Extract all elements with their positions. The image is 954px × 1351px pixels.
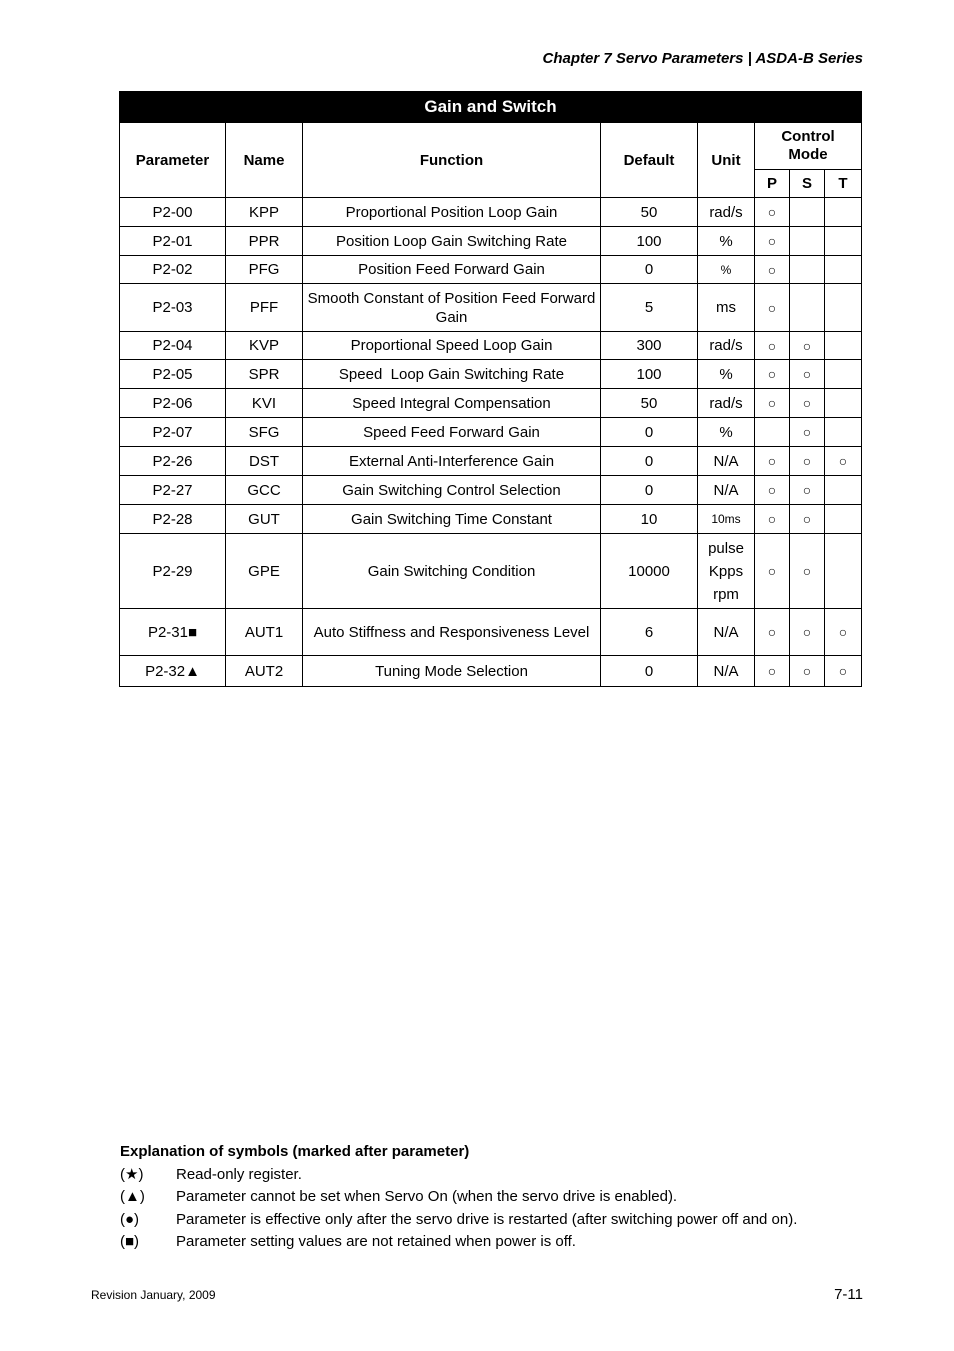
default-cell: 0 (601, 656, 698, 687)
unit-cell: % (698, 227, 755, 256)
unit-cell: rad/s (698, 389, 755, 418)
mode-p-mark: ○ (755, 656, 790, 687)
mode-s-mark: ○ (790, 447, 825, 476)
mode-t-mark (825, 534, 862, 609)
default-cell: 50 (601, 389, 698, 418)
mode-s-mark: ○ (790, 332, 825, 360)
header-control-mode: Control Mode (755, 123, 862, 170)
header-mode-t: T (825, 170, 862, 198)
table-row (120, 389, 862, 418)
page-header: Chapter 7 Servo Parameters | ASDA-B Series (542, 50, 863, 67)
param-cell: P2-31■ (120, 609, 226, 656)
mode-p-mark: ○ (755, 332, 790, 360)
name-cell: PFF (226, 284, 303, 332)
default-cell: 50 (601, 198, 698, 227)
unit-cell: ms (698, 284, 755, 332)
mode-t-mark (825, 360, 862, 389)
default-cell: 0 (601, 447, 698, 476)
mode-t-mark (825, 198, 862, 227)
table-row (120, 505, 862, 534)
name-cell: PPR (226, 227, 303, 256)
param-cell: P2-28 (120, 505, 226, 534)
mode-t-mark (825, 389, 862, 418)
unit-cell: 10ms (698, 505, 755, 534)
function-cell: Gain Switching Control Selection (303, 476, 601, 505)
param-cell: P2-32▲ (120, 656, 226, 687)
function-cell: Auto Stiffness and Responsiveness Level (303, 609, 601, 656)
name-cell: GUT (226, 505, 303, 534)
mode-p-mark: ○ (755, 534, 790, 609)
list-item (120, 1231, 797, 1254)
unit-cell: % (698, 418, 755, 447)
name-cell: AUT1 (226, 609, 303, 656)
unit-cell: N/A (698, 447, 755, 476)
table-title: Gain and Switch (120, 92, 862, 123)
default-cell: 100 (601, 227, 698, 256)
mode-s-mark: ○ (790, 360, 825, 389)
name-cell: KVP (226, 332, 303, 360)
header-default: Default (601, 123, 698, 198)
header-name: Name (226, 123, 303, 198)
mode-s-mark (790, 227, 825, 256)
param-cell: P2-07 (120, 418, 226, 447)
unit-cell: N/A (698, 656, 755, 687)
mode-t-mark (825, 476, 862, 505)
mode-p-mark: ○ (755, 505, 790, 534)
not-retained-square-icon: (■) (120, 1233, 140, 1250)
mode-p-mark: ○ (755, 256, 790, 284)
table-row (120, 609, 862, 656)
default-cell: 300 (601, 332, 698, 360)
table-row (120, 284, 862, 332)
mode-s-mark: ○ (790, 505, 825, 534)
name-cell: KPP (226, 198, 303, 227)
explanation-text: Parameter is effective only after the servo drive is restarted (after switching power off and on). (176, 1210, 798, 1228)
mode-s-mark (790, 256, 825, 284)
revision-footer: Revision January, 2009 (91, 1288, 216, 1302)
mode-t-mark (825, 505, 862, 534)
list-item (120, 1186, 797, 1209)
default-cell: 100 (601, 360, 698, 389)
param-cell: P2-26 (120, 447, 226, 476)
mode-p-mark: ○ (755, 227, 790, 256)
list-item (120, 1209, 797, 1232)
function-cell: Position Feed Forward Gain (303, 256, 601, 284)
param-cell: P2-01 (120, 227, 226, 256)
mode-t-mark (825, 332, 862, 360)
table-row (120, 332, 862, 360)
explanation-title: Explanation of symbols (marked after parameter) (120, 1143, 470, 1160)
function-cell: Speed Feed Forward Gain (303, 418, 601, 447)
unit-cell: N/A (698, 609, 755, 656)
restart-circle-icon: (●) (120, 1210, 140, 1228)
name-cell: GCC (226, 476, 303, 505)
function-cell: Smooth Constant of Position Feed Forward Gain (303, 284, 601, 332)
unit-cell: rad/s (698, 198, 755, 227)
mode-s-mark: ○ (790, 534, 825, 609)
table-row (120, 360, 862, 389)
header-mode-p: P (755, 170, 790, 198)
default-cell: 6 (601, 609, 698, 656)
mode-s-mark: ○ (790, 418, 825, 447)
list-item (120, 1164, 797, 1187)
unit-cell: N/A (698, 476, 755, 505)
mode-t-mark: ○ (825, 656, 862, 687)
name-cell: KVI (226, 389, 303, 418)
param-cell: P2-27 (120, 476, 226, 505)
name-cell: GPE (226, 534, 303, 609)
mode-t-mark (825, 227, 862, 256)
header-parameter: Parameter (120, 123, 226, 198)
unit-cell: pulse Kpps rpm (698, 534, 755, 609)
header-unit: Unit (698, 123, 755, 198)
mode-t-mark (825, 418, 862, 447)
mode-p-mark: ○ (755, 476, 790, 505)
table-row (120, 198, 862, 227)
param-cell: P2-06 (120, 389, 226, 418)
unit-cell: rad/s (698, 332, 755, 360)
param-cell: P2-29 (120, 534, 226, 609)
explanation-text: Parameter setting values are not retained when power is off. (176, 1233, 576, 1250)
param-cell: P2-03 (120, 284, 226, 332)
mode-s-mark (790, 284, 825, 332)
mode-s-mark: ○ (790, 656, 825, 687)
function-cell: Gain Switching Condition (303, 534, 601, 609)
mode-t-mark: ○ (825, 447, 862, 476)
default-cell: 10 (601, 505, 698, 534)
name-cell: DST (226, 447, 303, 476)
name-cell: SPR (226, 360, 303, 389)
name-cell: AUT2 (226, 656, 303, 687)
param-cell: P2-04 (120, 332, 226, 360)
mode-t-mark (825, 256, 862, 284)
mode-s-mark: ○ (790, 476, 825, 505)
default-cell: 10000 (601, 534, 698, 609)
table-row (120, 447, 862, 476)
table-row (120, 227, 862, 256)
table-row (120, 534, 862, 609)
function-cell: Speed Integral Compensation (303, 389, 601, 418)
mode-p-mark: ○ (755, 609, 790, 656)
default-cell: 0 (601, 256, 698, 284)
function-cell: Proportional Speed Loop Gain (303, 332, 601, 360)
param-cell: P2-02 (120, 256, 226, 284)
unit-cell: % (698, 360, 755, 389)
unit-cell: % (698, 256, 755, 284)
mode-p-mark: ○ (755, 360, 790, 389)
mode-t-mark: ○ (825, 609, 862, 656)
function-cell: Proportional Position Loop Gain (303, 198, 601, 227)
name-cell: SFG (226, 418, 303, 447)
read-only-star-icon: (★) (120, 1165, 144, 1183)
table-row (120, 256, 862, 284)
header-function: Function (303, 123, 601, 198)
gain-and-switch-table (119, 91, 862, 687)
function-cell: Tuning Mode Selection (303, 656, 601, 687)
mode-s-mark: ○ (790, 609, 825, 656)
name-cell: PFG (226, 256, 303, 284)
mode-p-mark: ○ (755, 447, 790, 476)
mode-p-mark: ○ (755, 284, 790, 332)
explanation-text: Parameter cannot be set when Servo On (when the servo drive is enabled). (176, 1188, 678, 1205)
mode-p-mark (755, 418, 790, 447)
mode-s-mark (790, 198, 825, 227)
default-cell: 5 (601, 284, 698, 332)
mode-p-mark: ○ (755, 389, 790, 418)
table-row (120, 476, 862, 505)
explanation-text: Read-only register. (176, 1165, 302, 1183)
function-cell: Speed Loop Gain Switching Rate (303, 360, 601, 389)
default-cell: 0 (601, 476, 698, 505)
function-cell: External Anti-Interference Gain (303, 447, 601, 476)
param-cell: P2-05 (120, 360, 226, 389)
table-row (120, 418, 862, 447)
page-number: 7-11 (834, 1286, 863, 1303)
param-cell: P2-00 (120, 198, 226, 227)
default-cell: 0 (601, 418, 698, 447)
mode-p-mark: ○ (755, 198, 790, 227)
mode-t-mark (825, 284, 862, 332)
symbol-explanation (120, 1141, 797, 1254)
table-row (120, 656, 862, 687)
mode-s-mark: ○ (790, 389, 825, 418)
function-cell: Position Loop Gain Switching Rate (303, 227, 601, 256)
servo-on-triangle-icon: (▲) (120, 1188, 145, 1205)
header-mode-s: S (790, 170, 825, 198)
function-cell: Gain Switching Time Constant (303, 505, 601, 534)
